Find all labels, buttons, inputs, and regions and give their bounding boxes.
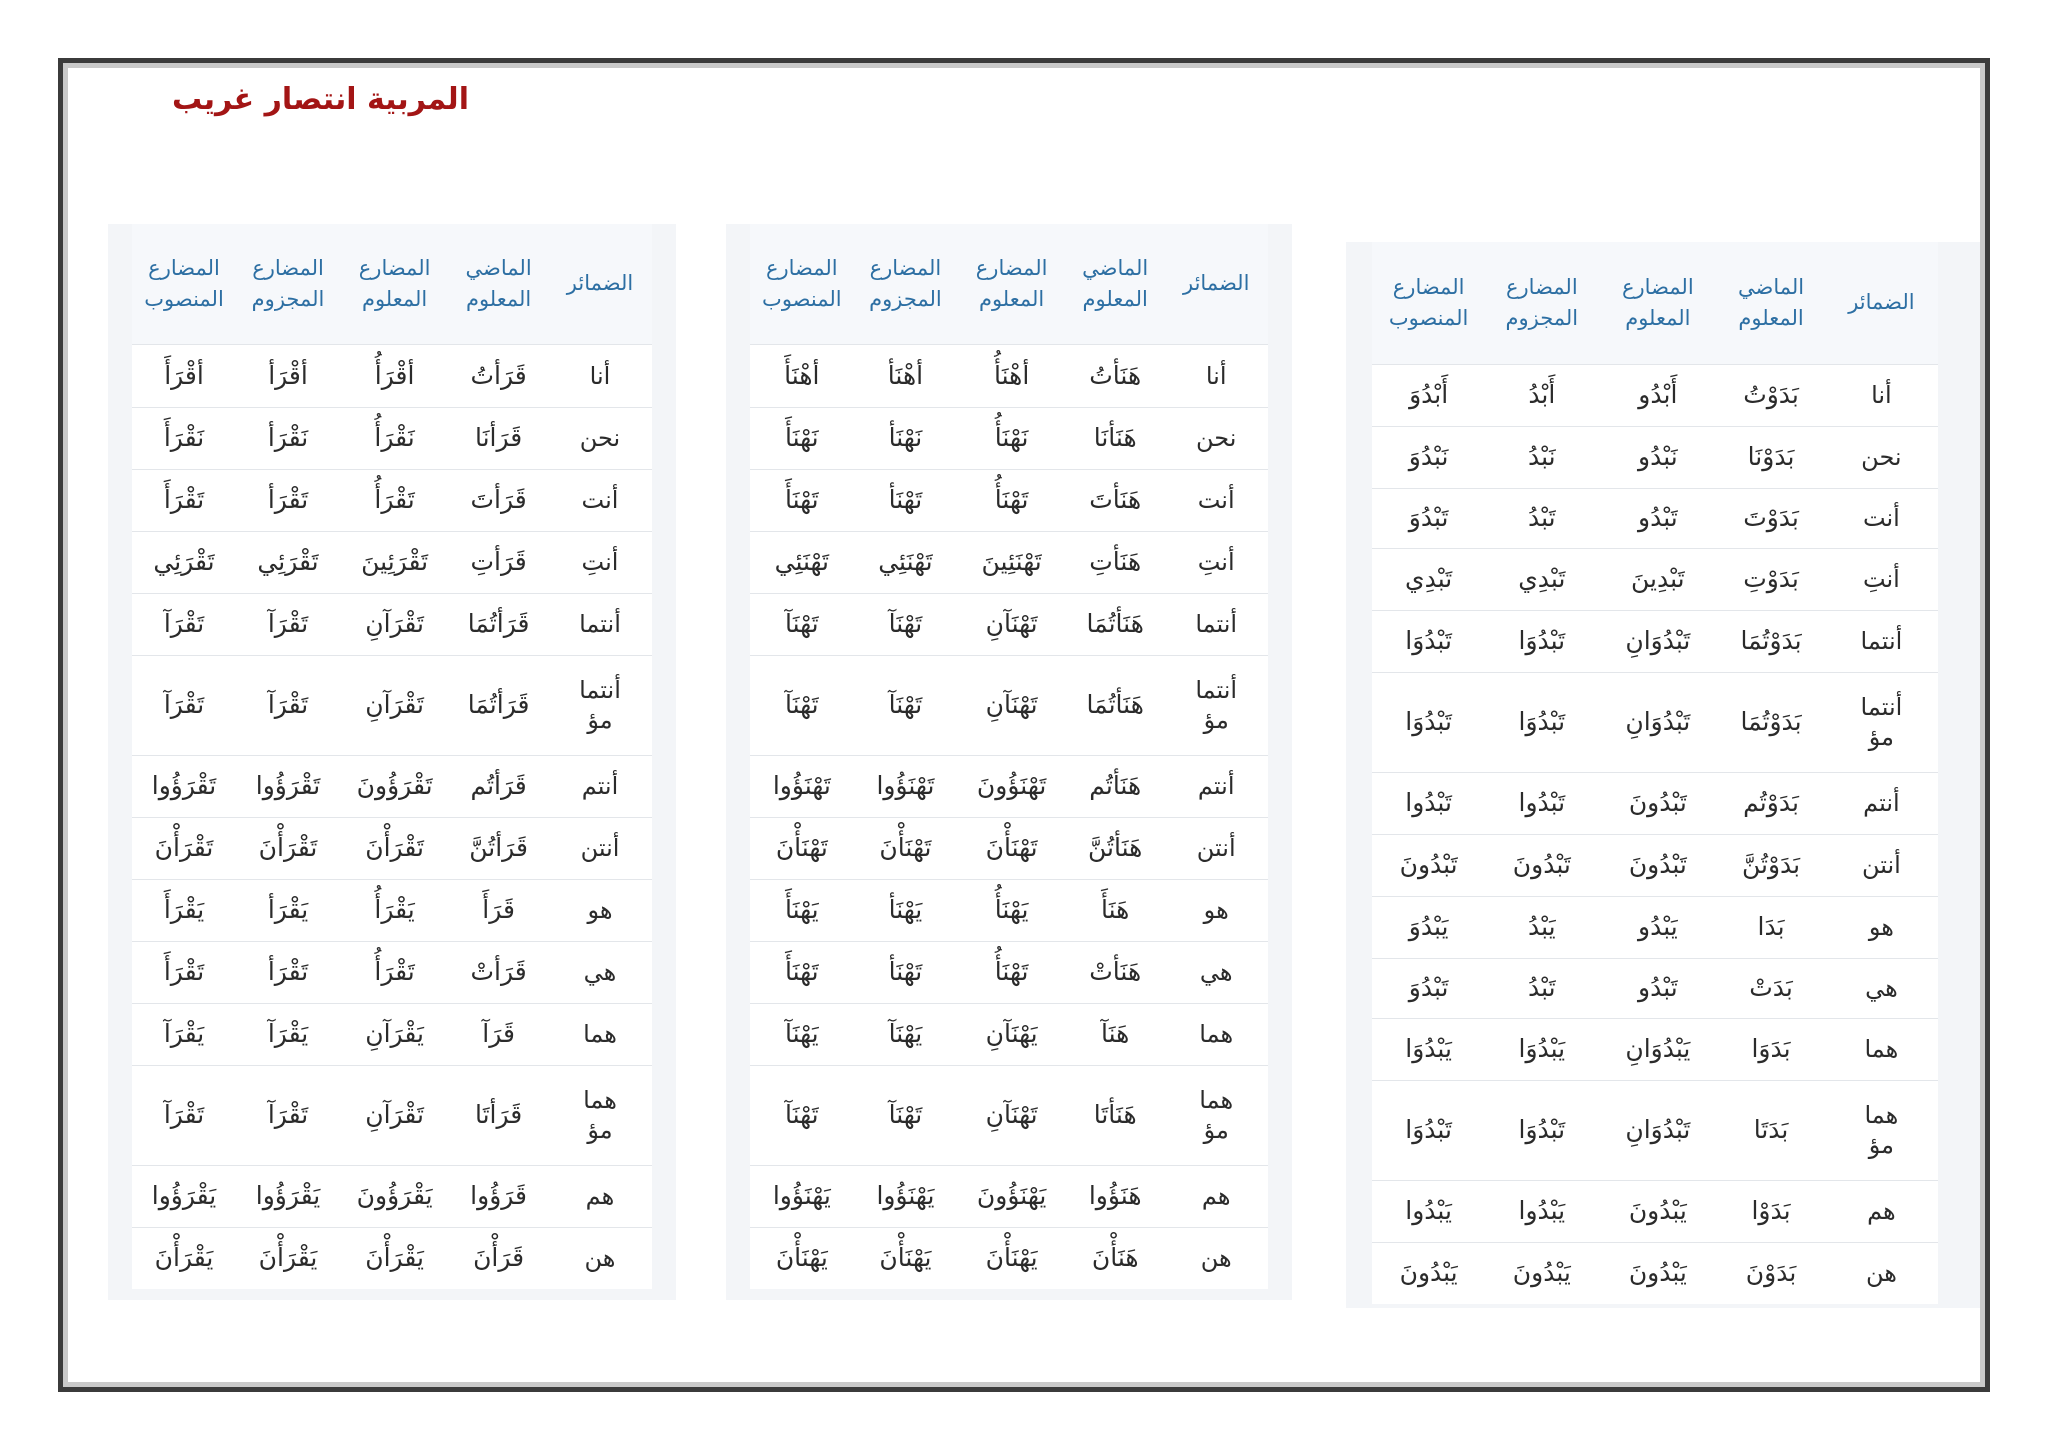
pronoun-cell: هما مؤ [1164,1065,1268,1165]
column-header: الضمائر [1825,242,1938,364]
verb-cell: هَنَأْنَ [1066,1227,1164,1289]
table-row [750,655,1268,755]
qara-table [132,224,652,1289]
verb-cell: يَقْرَآ [236,1003,340,1065]
verb-cell: بَدَتْ [1717,958,1825,1018]
verb-cell: تَهْنَأُ [957,469,1066,531]
verb-cell: هَنَأتَ [1066,469,1164,531]
pronoun-cell: أنتما [1164,593,1268,655]
table-row [132,407,652,469]
table-row [1372,772,1938,834]
verb-cell: أهْنَأ [854,344,958,407]
verb-cell: يَقْرَآنِ [340,1003,449,1065]
verb-cell: تَبْدُوا [1372,772,1485,834]
pronoun-cell: أنتن [1825,834,1938,896]
column-header: الضمائر [1164,224,1268,344]
table-row [132,817,652,879]
verb-cell: يَهْنَأَ [750,879,854,941]
verb-cell: تَقْرَأْنَ [340,817,449,879]
pronoun-cell: هي [1164,941,1268,1003]
verb-cell: قَرَأنَا [449,407,548,469]
verb-cell: يَبْدُوَا [1372,1018,1485,1080]
verb-cell: بَدَوْتِ [1717,548,1825,610]
verb-cell: يَقْرَأَ [132,879,236,941]
verb-cell: يَهْنَآنِ [957,1003,1066,1065]
table-row [1372,610,1938,672]
verb-cell: تَقْرَئِي [236,531,340,593]
verb-cell: أقْرَأَ [132,344,236,407]
verb-cell: تَبْدُونَ [1598,772,1717,834]
verb-cell: بَدَوْنَا [1717,426,1825,488]
pronoun-cell: أنت [1825,488,1938,548]
verb-cell: تَقْرَؤُوا [236,755,340,817]
author-name: المربية انتصار غريب [172,82,469,117]
verb-cell: تَبْدُوَ [1372,488,1485,548]
table-row [132,1165,652,1227]
verb-cell: يَقْرَؤُوا [236,1165,340,1227]
pronoun-cell: أنتِ [1164,531,1268,593]
verb-cell: يَبْدُونَ [1372,1242,1485,1304]
verb-cell: هَنَأتِ [1066,531,1164,593]
verb-cell: يَبْدُونَ [1485,1242,1598,1304]
column-header: الضمائر [548,224,652,344]
verb-cell: هَنَأتَا [1066,1065,1164,1165]
verb-cell: قَرَأْنَ [449,1227,548,1289]
verb-cell: أهْنَأُ [957,344,1066,407]
column-header: المضارع المعلوم [957,224,1066,344]
pronoun-cell: أنتن [1164,817,1268,879]
pronoun-cell: هم [1825,1180,1938,1242]
verb-cell: أهْنَأَ [750,344,854,407]
verb-cell: تَبْدُوَانِ [1598,610,1717,672]
table-row [132,655,652,755]
verb-cell: نَبْدُو [1598,426,1717,488]
pronoun-cell: أنتم [1825,772,1938,834]
verb-cell: أَبْدُوَ [1372,364,1485,426]
column-header: المضارع المعلوم [1598,242,1717,364]
verb-cell: تَهْنَئِي [750,531,854,593]
verb-cell: هَنَأتُنَّ [1066,817,1164,879]
verb-cell: نَقْرَأُ [340,407,449,469]
table-row [750,531,1268,593]
table-row [750,593,1268,655]
verb-cell: نَبْدُ [1485,426,1598,488]
table-row [1372,672,1938,772]
pronoun-cell: هم [1164,1165,1268,1227]
verb-cell: نَقْرَأَ [132,407,236,469]
pronoun-cell: أنت [548,469,652,531]
pronoun-cell: هن [1825,1242,1938,1304]
verb-cell: يَهْنَؤُوا [750,1165,854,1227]
verb-cell: تَهْنَآ [854,1065,958,1165]
verb-cell: تَبْدُوَا [1485,1080,1598,1180]
verb-cell: هَنَأتُم [1066,755,1164,817]
verb-cell: يَهْنَآ [854,1003,958,1065]
column-header: الماضي المعلوم [1717,242,1825,364]
verb-cell: هَنَآ [1066,1003,1164,1065]
pronoun-cell: أنا [548,344,652,407]
table-row [750,407,1268,469]
column-header: المضارع المنصوب [750,224,854,344]
verb-cell: قَرَأتُ [449,344,548,407]
table-row [750,817,1268,879]
column-header: الماضي المعلوم [1066,224,1164,344]
table-row [1372,1180,1938,1242]
verb-cell: هَنَأَ [1066,879,1164,941]
verb-cell: بَدَوْتُمَا [1717,672,1825,772]
verb-cell: تَقْرَأَ [132,469,236,531]
table-panel-qara [108,224,676,1300]
verb-cell: يَقْرَأْنَ [132,1227,236,1289]
table-row [1372,548,1938,610]
pronoun-cell: هما [1825,1018,1938,1080]
verb-cell: تَبْدُوَا [1485,672,1598,772]
column-header: المضارع المنصوب [132,224,236,344]
verb-cell: تَقْرَآ [236,593,340,655]
table-row [1372,1080,1938,1180]
verb-cell: أَبْدُو [1598,364,1717,426]
table-row [132,593,652,655]
verb-cell: يَهْنَأ [854,879,958,941]
verb-cell: تَقْرَؤُونَ [340,755,449,817]
verb-cell: قَرَأتِ [449,531,548,593]
verb-cell: قَرَأتُمَا [449,655,548,755]
header-row [132,224,652,344]
pronoun-cell: هن [548,1227,652,1289]
verb-cell: يَبْدُوا [1372,1180,1485,1242]
verb-cell: هَنَأنَا [1066,407,1164,469]
verb-cell: يَهْنَؤُوا [854,1165,958,1227]
table-row [1372,426,1938,488]
verb-cell: هَنَأتُ [1066,344,1164,407]
pronoun-cell: أنا [1164,344,1268,407]
verb-cell: تَقْرَأَ [132,941,236,1003]
verb-cell: نَهْنَأَ [750,407,854,469]
verb-cell: يَهْنَأْنَ [854,1227,958,1289]
verb-cell: يَقْرَؤُونَ [340,1165,449,1227]
table-row [750,1003,1268,1065]
pronoun-cell: هما مؤ [548,1065,652,1165]
verb-cell: تَبْدُوَا [1372,1080,1485,1180]
verb-cell: بَدَوْتُمَا [1717,610,1825,672]
verb-cell: قَرَأتُمَا [449,593,548,655]
table-row [132,1065,652,1165]
verb-cell: تَهْنَؤُونَ [957,755,1066,817]
verb-cell: قَرَأتَا [449,1065,548,1165]
verb-cell: تَقْرَآ [132,655,236,755]
verb-cell: أقْرَأُ [340,344,449,407]
verb-cell: تَبْدُوَانِ [1598,1080,1717,1180]
verb-cell: نَقْرَأ [236,407,340,469]
verb-cell: تَهْنَؤُوا [854,755,958,817]
verb-cell: تَهْنَأَ [750,941,854,1003]
verb-cell: تَهْنَأَ [750,469,854,531]
verb-cell: قَرَأتْ [449,941,548,1003]
pronoun-cell: أنتما مؤ [548,655,652,755]
verb-cell: يَبْدُونَ [1598,1180,1717,1242]
pronoun-cell: أنتن [548,817,652,879]
verb-cell: أَبْدُ [1485,364,1598,426]
verb-cell: بَدَوْنَ [1717,1242,1825,1304]
verb-cell: بَدَوْتُنَّ [1717,834,1825,896]
verb-cell: يَبْدُ [1485,896,1598,958]
verb-cell: تَهْنَأْنَ [854,817,958,879]
verb-cell: تَقْرَأ [236,469,340,531]
table-row [132,469,652,531]
header-row [1372,242,1938,364]
verb-cell: تَبْدُوَا [1372,672,1485,772]
verb-cell: يَبْدُونَ [1598,1242,1717,1304]
verb-cell: بَدَوَا [1717,1018,1825,1080]
verb-cell: تَهْنَئِي [854,531,958,593]
table-row [132,1003,652,1065]
verb-cell: هَنَأتْ [1066,941,1164,1003]
verb-cell: يَهْنَأُ [957,879,1066,941]
table-row [1372,834,1938,896]
table-row [132,531,652,593]
column-header: المضارع المنصوب [1372,242,1485,364]
pronoun-cell: أنتم [548,755,652,817]
verb-cell: يَقْرَأْنَ [236,1227,340,1289]
verb-cell: بَدَوْتَ [1717,488,1825,548]
table-row [750,941,1268,1003]
pronoun-cell: هما [1164,1003,1268,1065]
table-row [750,344,1268,407]
verb-cell: نَبْدُوَ [1372,426,1485,488]
table-row [132,1227,652,1289]
hanaa-table [750,224,1268,1289]
badaa-table [1372,242,1938,1304]
verb-cell: أقْرَأ [236,344,340,407]
verb-cell: تَبْدُ [1485,958,1598,1018]
verb-cell: تَقْرَآ [236,655,340,755]
verb-cell: تَقْرَآ [236,1065,340,1165]
column-header: المضارع المجزوم [1485,242,1598,364]
verb-cell: نَهْنَأُ [957,407,1066,469]
table-row [1372,958,1938,1018]
verb-cell: تَهْنَآ [854,593,958,655]
column-header: المضارع المجزوم [854,224,958,344]
verb-cell: بَدَتَا [1717,1080,1825,1180]
verb-cell: تَهْنَآنِ [957,1065,1066,1165]
verb-cell: بَدَا [1717,896,1825,958]
table-row [132,755,652,817]
verb-cell: هَنَأتُمَا [1066,655,1164,755]
verb-cell: تَهْنَآ [854,655,958,755]
table-row [750,879,1268,941]
verb-cell: تَهْنَآ [750,1065,854,1165]
verb-cell: تَقْرَئِي [132,531,236,593]
verb-cell: تَقْرَأْنَ [236,817,340,879]
table-row [1372,1242,1938,1304]
verb-cell: تَهْنَآ [750,593,854,655]
verb-cell: يَهْنَأْنَ [957,1227,1066,1289]
pronoun-cell: أنتِ [1825,548,1938,610]
table-row [1372,488,1938,548]
pronoun-cell: أنتما [1825,610,1938,672]
verb-cell: يَهْنَؤُونَ [957,1165,1066,1227]
pronoun-cell: هو [1825,896,1938,958]
verb-cell: يَهْنَآ [750,1003,854,1065]
verb-cell: تَبْدُونَ [1372,834,1485,896]
verb-cell: يَقْرَآ [132,1003,236,1065]
pronoun-cell: نحن [548,407,652,469]
verb-cell: يَهْنَأْنَ [750,1227,854,1289]
verb-cell: تَبْدِي [1485,548,1598,610]
column-header: المضارع المعلوم [340,224,449,344]
verb-cell: تَبْدُو [1598,488,1717,548]
verb-cell: تَبْدِي [1372,548,1485,610]
verb-cell: نَهْنَأ [854,407,958,469]
verb-cell: تَبْدُ [1485,488,1598,548]
table-row [1372,896,1938,958]
verb-cell: تَبْدُوَا [1485,610,1598,672]
verb-cell: تَقْرَآنِ [340,655,449,755]
verb-cell: قَرَآ [449,1003,548,1065]
verb-cell: تَهْنَأ [854,941,958,1003]
verb-cell: تَبْدُوا [1485,772,1598,834]
verb-cell: تَهْنَأ [854,469,958,531]
verb-cell: يَبْدُوا [1485,1180,1598,1242]
verb-cell: قَرَأَ [449,879,548,941]
table-row [132,879,652,941]
verb-cell: تَقْرَؤُوا [132,755,236,817]
verb-cell: يَبْدُوَ [1372,896,1485,958]
verb-cell: تَقْرَأُ [340,941,449,1003]
verb-cell: تَقْرَأ [236,941,340,1003]
verb-cell: تَقْرَآنِ [340,593,449,655]
pronoun-cell: أنتما مؤ [1825,672,1938,772]
table-panel-badaa [1346,242,1980,1308]
table-row [750,755,1268,817]
verb-cell: بَدَوْتُ [1717,364,1825,426]
table-row [750,1227,1268,1289]
verb-cell: يَبْدُوَا [1485,1018,1598,1080]
verb-cell: تَهْنَئِينَ [957,531,1066,593]
verb-cell: يَقْرَأْنَ [340,1227,449,1289]
pronoun-cell: أنت [1164,469,1268,531]
pronoun-cell: أنا [1825,364,1938,426]
verb-cell: قَرَأتُنَّ [449,817,548,879]
table-row [1372,364,1938,426]
pronoun-cell: هو [548,879,652,941]
verb-cell: تَهْنَؤُوا [750,755,854,817]
table-row [132,344,652,407]
verb-cell: تَبْدِينَ [1598,548,1717,610]
verb-cell: تَهْنَأْنَ [750,817,854,879]
verb-cell: يَقْرَأ [236,879,340,941]
header-row [750,224,1268,344]
table-row [1372,1018,1938,1080]
verb-cell: تَقْرَآنِ [340,1065,449,1165]
verb-cell: هَنَؤُوا [1066,1165,1164,1227]
pronoun-cell: هي [1825,958,1938,1018]
verb-cell: يَبْدُو [1598,896,1717,958]
verb-cell: بَدَوْتُم [1717,772,1825,834]
verb-cell: تَبْدُو [1598,958,1717,1018]
verb-cell: يَبْدُوَانِ [1598,1018,1717,1080]
table-panel-hanaa [726,224,1292,1300]
verb-cell: تَقْرَئِينَ [340,531,449,593]
verb-cell: تَهْنَآنِ [957,593,1066,655]
verb-cell: تَهْنَأْنَ [957,817,1066,879]
verb-cell: تَقْرَأُ [340,469,449,531]
verb-cell: تَقْرَآ [132,593,236,655]
table-row [750,1065,1268,1165]
table-row [750,469,1268,531]
verb-cell: تَبْدُونَ [1485,834,1598,896]
verb-cell: قَرَؤُوا [449,1165,548,1227]
verb-cell: تَقْرَأْنَ [132,817,236,879]
verb-cell: تَبْدُوَا [1372,610,1485,672]
verb-cell: بَدَوْا [1717,1180,1825,1242]
pronoun-cell: هي [548,941,652,1003]
verb-cell: تَهْنَآنِ [957,655,1066,755]
pronoun-cell: أنتِ [548,531,652,593]
verb-cell: تَبْدُونَ [1598,834,1717,896]
verb-cell: تَقْرَآ [132,1065,236,1165]
verb-cell: يَقْرَأُ [340,879,449,941]
verb-cell: قَرَأتُم [449,755,548,817]
verb-cell: تَبْدُوَانِ [1598,672,1717,772]
pronoun-cell: هو [1164,879,1268,941]
table-row [750,1165,1268,1227]
verb-cell: يَقْرَؤُوا [132,1165,236,1227]
pronoun-cell: هما مؤ [1825,1080,1938,1180]
verb-cell: تَبْدُوَ [1372,958,1485,1018]
pronoun-cell: هم [548,1165,652,1227]
pronoun-cell: أنتم [1164,755,1268,817]
verb-cell: هَنَأتُمَا [1066,593,1164,655]
column-header: المضارع المجزوم [236,224,340,344]
verb-cell: تَهْنَآ [750,655,854,755]
table-row [132,941,652,1003]
verb-cell: قَرَأتَ [449,469,548,531]
pronoun-cell: هما [548,1003,652,1065]
pronoun-cell: أنتما مؤ [1164,655,1268,755]
verb-cell: تَهْنَأُ [957,941,1066,1003]
pronoun-cell: نحن [1825,426,1938,488]
column-header: الماضي المعلوم [449,224,548,344]
pronoun-cell: نحن [1164,407,1268,469]
pronoun-cell: أنتما [548,593,652,655]
pronoun-cell: هن [1164,1227,1268,1289]
